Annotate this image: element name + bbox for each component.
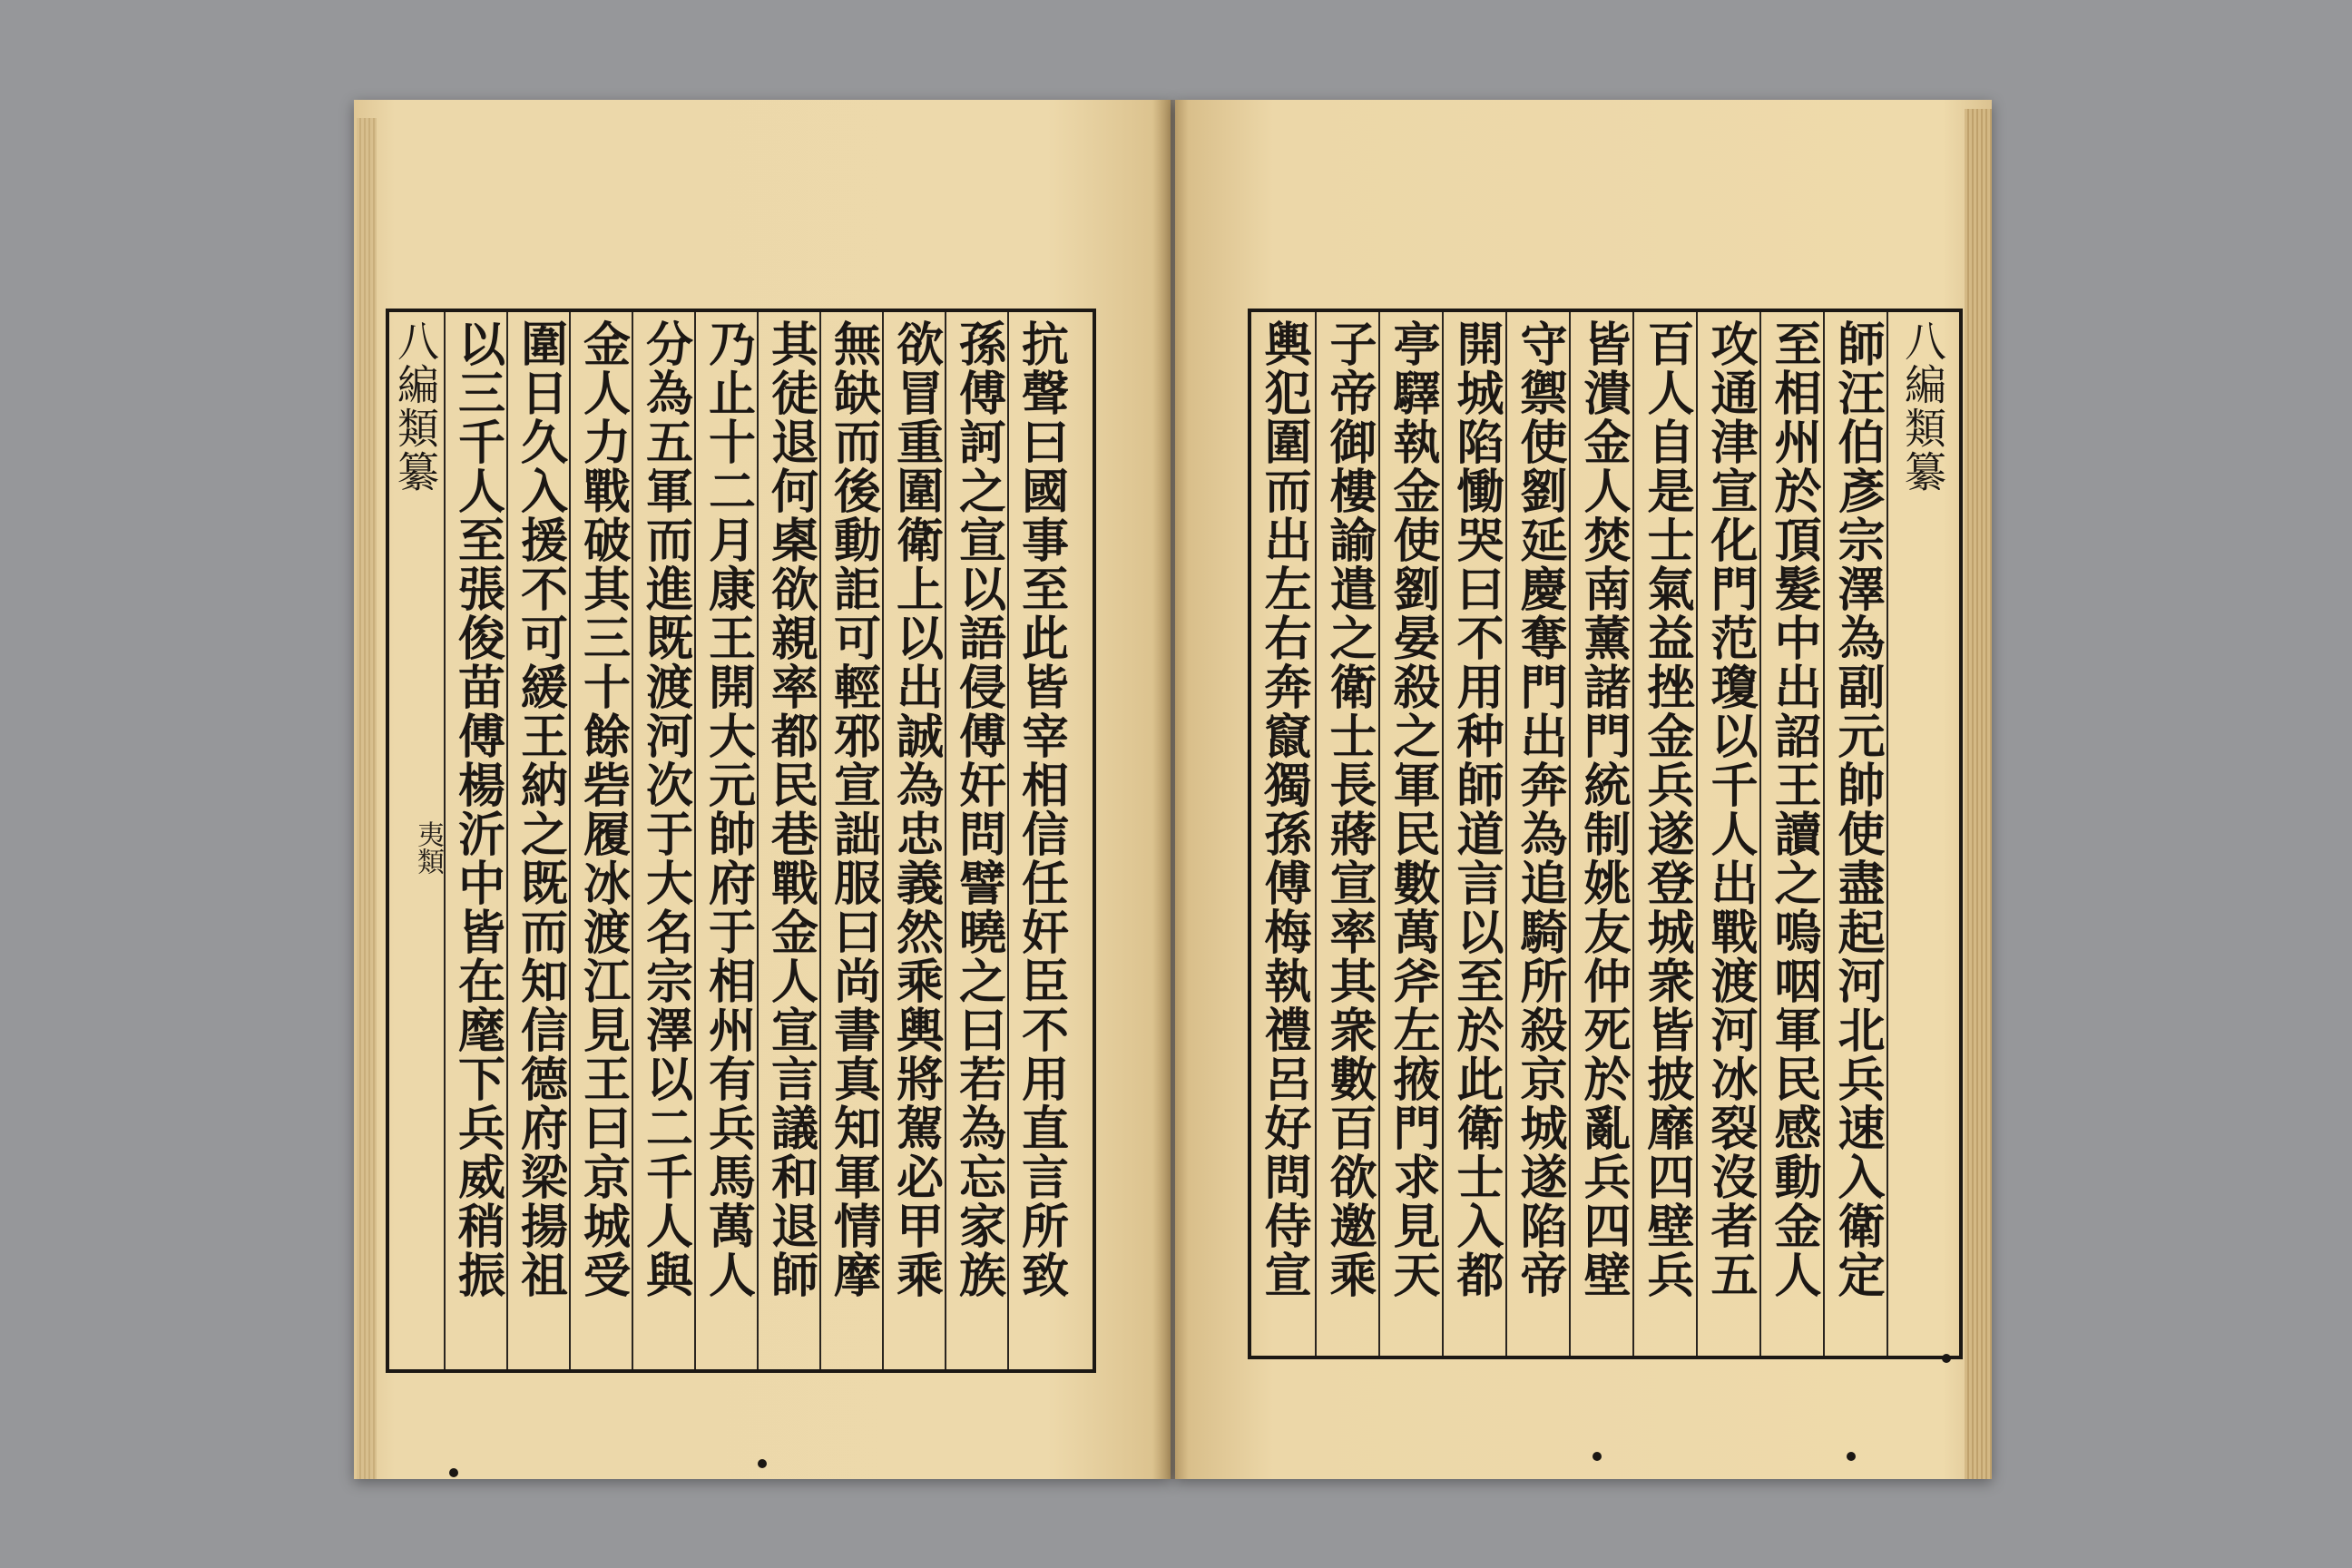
text-column (757, 312, 821, 1369)
text-column (506, 312, 571, 1369)
column-text: 分為五軍而進既渡河次于大名宗澤以二千人與 (637, 319, 693, 1299)
text-column (1007, 312, 1072, 1369)
text-column (1759, 312, 1825, 1356)
right-text-block (1248, 309, 1963, 1359)
left-page-edges (357, 118, 377, 1479)
right-page-edges (1965, 109, 1992, 1479)
left-margin-subtitle: 夷類 (412, 820, 444, 875)
stitch-hole (1942, 1354, 1951, 1363)
text-column (1696, 312, 1761, 1356)
text-column (819, 312, 884, 1369)
column-text: 開城陷慟哭曰不用种師道言以至於此衛士入都 (1448, 319, 1504, 1299)
column-text: 孫傅訶之宣以語侵傅奸問譬曉之曰若為忘家族 (950, 319, 1006, 1299)
text-column (444, 312, 508, 1369)
column-text: 乃止十二月康王開大元帥府于相州有兵馬萬人 (700, 319, 756, 1299)
column-text: 其徒退何㮚欲親率都民巷戰金人宣言議和退師 (762, 319, 818, 1299)
right-margin-title: 八編類纂 (1898, 319, 1947, 494)
stitch-hole (1592, 1452, 1602, 1461)
left-text-block (386, 309, 1096, 1373)
column-text: 以三千人至張俊苗傅楊沂中皆在麾下兵威稍振 (449, 319, 505, 1299)
text-column (632, 312, 696, 1369)
column-text: 金人力戰破其三十餘砦履冰渡江見王曰京城受 (574, 319, 631, 1299)
column-text: 攻通津宣化門范瓊以千人出戰渡河冰裂沒者五 (1702, 319, 1758, 1299)
book-gutter (1152, 100, 1189, 1479)
text-column (1505, 312, 1571, 1356)
stitch-hole (1847, 1452, 1856, 1461)
column-text: 皆潰金人焚南薰諸門統制姚友仲死於亂兵四壁 (1575, 319, 1631, 1299)
text-column (1823, 312, 1888, 1356)
left-margin-title: 八編類纂 (391, 319, 440, 494)
text-column (1569, 312, 1634, 1356)
column-text: 圍日久入援不可緩王納之既而知信德府梁揚祖 (512, 319, 568, 1299)
stitch-hole (758, 1459, 767, 1468)
text-column (1632, 312, 1698, 1356)
column-text: 百人自是士氣益挫金兵遂登城衆皆披靡四壁兵 (1639, 319, 1694, 1299)
text-column (1378, 312, 1444, 1356)
column-text: 至相州於頂髮中出詔王讀之嗚咽軍民感動金人 (1766, 319, 1821, 1299)
column-text: 欲冒重圍衛上以出誠為忠義然乘輿將駕必甲乘 (887, 319, 944, 1299)
stitch-hole (449, 1468, 458, 1477)
text-column (569, 312, 633, 1369)
column-text: 亭驛執金使劉晏殺之軍民數萬斧左掖門求見天 (1385, 319, 1440, 1299)
text-column (882, 312, 946, 1369)
column-text: 無缺而後動詎可輕邪宣詘服曰尚書真知軍情摩 (825, 319, 881, 1299)
text-column (694, 312, 759, 1369)
column-text: 守禦使劉延慶奪門出奔為追騎所殺京城遂陷帝 (1512, 319, 1567, 1299)
text-column (1442, 312, 1507, 1356)
text-column (945, 312, 1009, 1369)
column-text: 抗聲曰國事至此皆宰相信任奸臣不用直言所致 (1013, 319, 1069, 1299)
text-column (1251, 312, 1315, 1356)
column-text: 子帝御樓諭遣之衛士長蔣宣率其衆數百欲邀乘 (1321, 319, 1377, 1299)
column-text: 輿犯圍而出左右奔竄獨孫傅梅執禮呂好問侍宣 (1256, 319, 1311, 1299)
text-column (1315, 312, 1380, 1356)
column-text: 師汪伯彥宗澤為副元帥使盡起河北兵速入衛定 (1829, 319, 1885, 1299)
right-margin-column (1886, 312, 1957, 1356)
